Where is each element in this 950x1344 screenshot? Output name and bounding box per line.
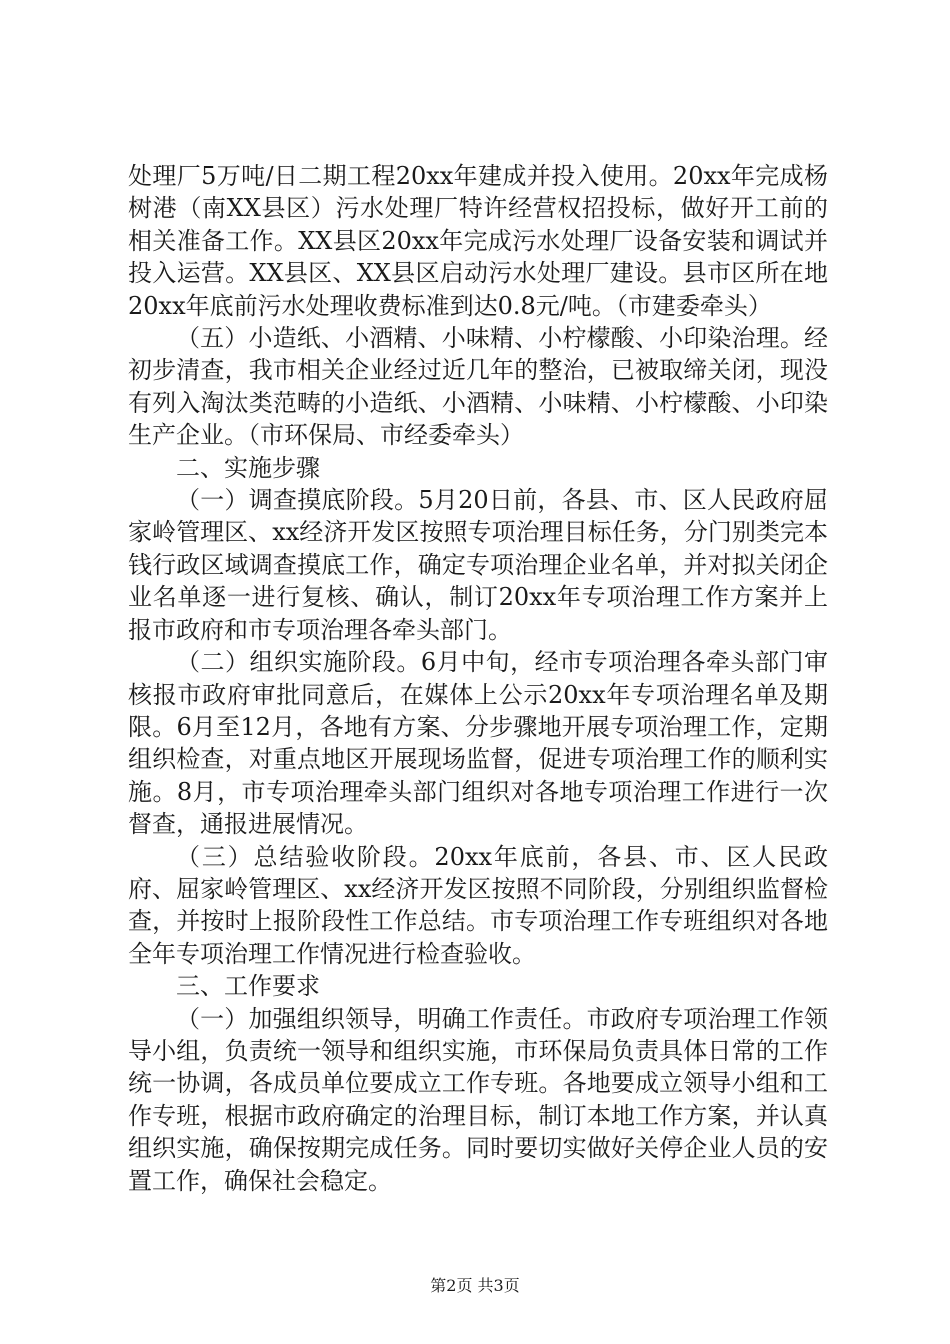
section-heading-work-requirements: 三、工作要求 bbox=[176, 972, 320, 1001]
paragraph-requirement-one: （一）加强组织领导，明确工作责任。市政府专项治理工作领导小组，负责统一领导和组织实施，市环保局负责具体日常的工作统一协调，各成员单位要成立工作专班。各地要成立领导小组和工作专班，根据市政府确定的治理目标，制订本地工作方案，并认真组织实施，确保按期完成任务。同时要切实做好关停企业人员的安置工作，确保社会稳定。 bbox=[128, 1004, 828, 1195]
paragraph-step-three: （三）总结验收阶段。20xx年底前，各县、市、区人民政府、屈家岭管理区、xx经济开发区按照不同阶段，分别组织监督检查，并按时上报阶段性工作总结。市专项治理工作专班组织对各地全年专项治理工作情况进行检查验收。 bbox=[128, 842, 828, 968]
section-heading-implementation-steps: 二、实施步骤 bbox=[176, 453, 320, 482]
paragraph-step-two: （二）组织实施阶段。6月中旬，经市专项治理各牵头部门审核报市政府审批同意后，在媒体上公示20xx年专项治理名单及期限。6月至12月，各地有方案、分步骤地开展专项治理工作，定期组织检查，对重点地区开展现场监督，促进专项治理工作的顺利实施。8月，市专项治理牵头部门组织对各地专项治理工作进行一次督查，通报进展情况。 bbox=[128, 648, 828, 839]
paragraph-step-one: （一）调查摸底阶段。5月20日前，各县、市、区人民政府屈家岭管理区、xx经济开发区按照专项治理目标任务，分门别类完本钱行政区域调查摸底工作，确定专项治理企业名单，并对拟关闭企业名单逐一进行复核、确认，制订20xx年专项治理工作方案并上报市政府和市专项治理各牵头部门。 bbox=[128, 486, 828, 644]
page-footer: 第2页 共3页 bbox=[430, 1276, 520, 1295]
paragraph-continuation: 处理厂5万吨/日二期工程20xx年建成并投入使用。20xx年完成杨树港（南XX县区）污水处理厂特许经营权招投标，做好开工前的相关准备工作。XX县区20xx年完成污水处理厂设备安装和调试并投入运营。XX县区、XX县区启动污水处理厂建设。县市区所在地20xx年底前污水处理收费标准到达0.8元/吨。（市建委牵头） bbox=[128, 162, 828, 320]
paragraph-item-five: （五）小造纸、小酒精、小味精、小柠檬酸、小印染治理。经初步清查，我市相关企业经过近几年的整治，已被取缔关闭，现没有列入淘汰类范畴的小造纸、小酒精、小味精、小柠檬酸、小印染生产企业。（市环保局、市经委牵头） bbox=[128, 324, 828, 450]
document-body bbox=[128, 160, 828, 1197]
